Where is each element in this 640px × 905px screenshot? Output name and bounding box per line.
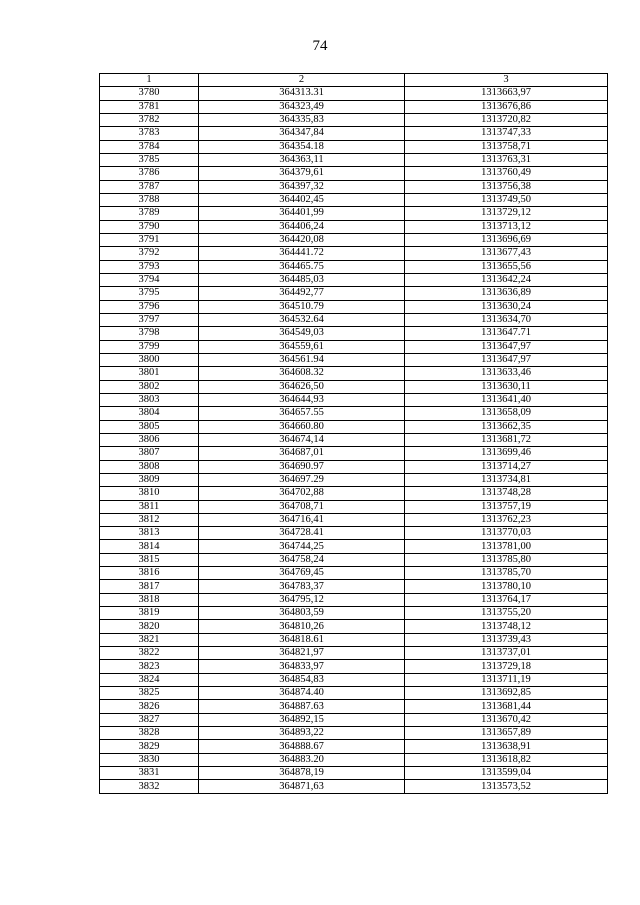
table-row [100, 260, 608, 273]
point-number-cell: 3804 [100, 407, 199, 420]
table-row [100, 633, 608, 646]
y-coordinate-cell: 1313713,12 [405, 220, 608, 233]
table-row [100, 313, 608, 326]
point-number-cell: 3785 [100, 153, 199, 166]
y-coordinate-cell: 1313748,12 [405, 620, 608, 633]
table-row [100, 273, 608, 286]
point-number-cell: 3824 [100, 673, 199, 686]
point-number-cell: 3790 [100, 220, 199, 233]
table-row [100, 100, 608, 113]
y-coordinate-cell: 1313714,27 [405, 460, 608, 473]
y-coordinate-cell: 1313762,23 [405, 513, 608, 526]
x-coordinate-cell: 364871,63 [199, 780, 405, 793]
y-coordinate-cell: 1313681,44 [405, 700, 608, 713]
x-coordinate-cell: 364803,59 [199, 607, 405, 620]
x-coordinate-cell: 364783,37 [199, 580, 405, 593]
y-coordinate-cell: 1313573,52 [405, 780, 608, 793]
x-coordinate-cell: 364818.61 [199, 633, 405, 646]
y-coordinate-cell: 1313633,46 [405, 367, 608, 380]
point-number-cell: 3825 [100, 687, 199, 700]
point-number-cell: 3823 [100, 660, 199, 673]
y-coordinate-cell: 1313720,82 [405, 113, 608, 126]
y-coordinate-cell: 1313758,71 [405, 140, 608, 153]
table-row [100, 647, 608, 660]
table-row [100, 207, 608, 220]
point-number-cell: 3809 [100, 473, 199, 486]
x-coordinate-cell: 364810,26 [199, 620, 405, 633]
table-row [100, 167, 608, 180]
x-coordinate-cell: 364660.80 [199, 420, 405, 433]
y-coordinate-cell: 1313729,18 [405, 660, 608, 673]
point-number-cell: 3814 [100, 540, 199, 553]
x-coordinate-cell: 364510.79 [199, 300, 405, 313]
column-header-3: 3 [405, 74, 608, 87]
table-row [100, 367, 608, 380]
y-coordinate-cell: 1313756,38 [405, 180, 608, 193]
x-coordinate-cell: 364854,83 [199, 673, 405, 686]
x-coordinate-cell: 364821,97 [199, 647, 405, 660]
x-coordinate-cell: 364687,01 [199, 447, 405, 460]
table-row [100, 447, 608, 460]
x-coordinate-cell: 364883.20 [199, 753, 405, 766]
table-row [100, 513, 608, 526]
point-number-cell: 3796 [100, 300, 199, 313]
point-number-cell: 3781 [100, 100, 199, 113]
x-coordinate-cell: 364406,24 [199, 220, 405, 233]
y-coordinate-cell: 1313636,89 [405, 287, 608, 300]
table-row [100, 540, 608, 553]
y-coordinate-cell: 1313763,31 [405, 153, 608, 166]
x-coordinate-cell: 364690.97 [199, 460, 405, 473]
point-number-cell: 3805 [100, 420, 199, 433]
x-coordinate-cell: 364878,19 [199, 767, 405, 780]
point-number-cell: 3829 [100, 740, 199, 753]
table-row [100, 153, 608, 166]
table-row [100, 180, 608, 193]
table-row [100, 713, 608, 726]
x-coordinate-cell: 364728.41 [199, 527, 405, 540]
y-coordinate-cell: 1313785,80 [405, 553, 608, 566]
x-coordinate-cell: 364744,25 [199, 540, 405, 553]
x-coordinate-cell: 364874.40 [199, 687, 405, 700]
y-coordinate-cell: 1313647.71 [405, 327, 608, 340]
table-row [100, 780, 608, 793]
point-number-cell: 3803 [100, 393, 199, 406]
table-row [100, 580, 608, 593]
y-coordinate-cell: 1313729,12 [405, 207, 608, 220]
y-coordinate-cell: 1313642,24 [405, 273, 608, 286]
y-coordinate-cell: 1313739,43 [405, 633, 608, 646]
table-row [100, 247, 608, 260]
point-number-cell: 3827 [100, 713, 199, 726]
y-coordinate-cell: 1313638,91 [405, 740, 608, 753]
y-coordinate-cell: 1313641,40 [405, 393, 608, 406]
y-coordinate-cell: 1313699,46 [405, 447, 608, 460]
table-row [100, 127, 608, 140]
table-row [100, 700, 608, 713]
table-row [100, 353, 608, 366]
coordinates-table [99, 73, 608, 794]
y-coordinate-cell: 1313630,24 [405, 300, 608, 313]
table-row [100, 407, 608, 420]
point-number-cell: 3791 [100, 233, 199, 246]
y-coordinate-cell: 1313737,01 [405, 647, 608, 660]
y-coordinate-cell: 1313647,97 [405, 353, 608, 366]
table-row [100, 593, 608, 606]
x-coordinate-cell: 364716,41 [199, 513, 405, 526]
table-row [100, 567, 608, 580]
point-number-cell: 3812 [100, 513, 199, 526]
y-coordinate-cell: 1313696,69 [405, 233, 608, 246]
table-row [100, 553, 608, 566]
x-coordinate-cell: 364379,61 [199, 167, 405, 180]
y-coordinate-cell: 1313781,00 [405, 540, 608, 553]
y-coordinate-cell: 1313658,09 [405, 407, 608, 420]
point-number-cell: 3793 [100, 260, 199, 273]
y-coordinate-cell: 1313599,04 [405, 767, 608, 780]
table-row [100, 140, 608, 153]
table-row [100, 193, 608, 206]
x-coordinate-cell: 364644,93 [199, 393, 405, 406]
point-number-cell: 3817 [100, 580, 199, 593]
point-number-cell: 3815 [100, 553, 199, 566]
point-number-cell: 3821 [100, 633, 199, 646]
point-number-cell: 3795 [100, 287, 199, 300]
x-coordinate-cell: 364313.31 [199, 87, 405, 100]
x-coordinate-cell: 364485,03 [199, 273, 405, 286]
table-row [100, 487, 608, 500]
point-number-cell: 3806 [100, 433, 199, 446]
x-coordinate-cell: 364833,97 [199, 660, 405, 673]
table-row [100, 727, 608, 740]
point-number-cell: 3820 [100, 620, 199, 633]
x-coordinate-cell: 364887.63 [199, 700, 405, 713]
table-row [100, 620, 608, 633]
page-number: 74 [312, 38, 328, 54]
point-number-cell: 3798 [100, 327, 199, 340]
point-number-cell: 3830 [100, 753, 199, 766]
table-header-row [100, 74, 608, 87]
y-coordinate-cell: 1313749,50 [405, 193, 608, 206]
y-coordinate-cell: 1313676,86 [405, 100, 608, 113]
x-coordinate-cell: 364608.32 [199, 367, 405, 380]
x-coordinate-cell: 364674,14 [199, 433, 405, 446]
x-coordinate-cell: 364347,84 [199, 127, 405, 140]
table-row [100, 287, 608, 300]
y-coordinate-cell: 1313711,19 [405, 673, 608, 686]
column-header-1: 1 [100, 74, 199, 87]
y-coordinate-cell: 1313770,03 [405, 527, 608, 540]
y-coordinate-cell: 1313764,17 [405, 593, 608, 606]
point-number-cell: 3802 [100, 380, 199, 393]
y-coordinate-cell: 1313757,19 [405, 500, 608, 513]
point-number-cell: 3813 [100, 527, 199, 540]
x-coordinate-cell: 364354.18 [199, 140, 405, 153]
x-coordinate-cell: 364561.94 [199, 353, 405, 366]
point-number-cell: 3811 [100, 500, 199, 513]
point-number-cell: 3819 [100, 607, 199, 620]
table-row [100, 327, 608, 340]
table-row [100, 500, 608, 513]
y-coordinate-cell: 1313634,70 [405, 313, 608, 326]
point-number-cell: 3818 [100, 593, 199, 606]
x-coordinate-cell: 364795,12 [199, 593, 405, 606]
x-coordinate-cell: 364559,61 [199, 340, 405, 353]
y-coordinate-cell: 1313760,49 [405, 167, 608, 180]
table-row [100, 767, 608, 780]
y-coordinate-cell: 1313734,81 [405, 473, 608, 486]
x-coordinate-cell: 364549,03 [199, 327, 405, 340]
table-row [100, 527, 608, 540]
point-number-cell: 3832 [100, 780, 199, 793]
point-number-cell: 3782 [100, 113, 199, 126]
y-coordinate-cell: 1313618,82 [405, 753, 608, 766]
x-coordinate-cell: 364465.75 [199, 260, 405, 273]
point-number-cell: 3807 [100, 447, 199, 460]
x-coordinate-cell: 364401,99 [199, 207, 405, 220]
table-row [100, 687, 608, 700]
table-row [100, 380, 608, 393]
y-coordinate-cell: 1313657,89 [405, 727, 608, 740]
x-coordinate-cell: 364708,71 [199, 500, 405, 513]
x-coordinate-cell: 364888.67 [199, 740, 405, 753]
point-number-cell: 3801 [100, 367, 199, 380]
point-number-cell: 3822 [100, 647, 199, 660]
table-row [100, 753, 608, 766]
table-row [100, 393, 608, 406]
table-row [100, 740, 608, 753]
point-number-cell: 3800 [100, 353, 199, 366]
table-row [100, 220, 608, 233]
point-number-cell: 3794 [100, 273, 199, 286]
point-number-cell: 3826 [100, 700, 199, 713]
x-coordinate-cell: 364420,08 [199, 233, 405, 246]
point-number-cell: 3810 [100, 487, 199, 500]
table-row [100, 420, 608, 433]
point-number-cell: 3808 [100, 460, 199, 473]
x-coordinate-cell: 364402,45 [199, 193, 405, 206]
y-coordinate-cell: 1313755,20 [405, 607, 608, 620]
y-coordinate-cell: 1313677,43 [405, 247, 608, 260]
y-coordinate-cell: 1313670,42 [405, 713, 608, 726]
table-row [100, 473, 608, 486]
y-coordinate-cell: 1313662,35 [405, 420, 608, 433]
point-number-cell: 3788 [100, 193, 199, 206]
point-number-cell: 3792 [100, 247, 199, 260]
point-number-cell: 3786 [100, 167, 199, 180]
x-coordinate-cell: 364697.29 [199, 473, 405, 486]
x-coordinate-cell: 364335,83 [199, 113, 405, 126]
table-row [100, 300, 608, 313]
y-coordinate-cell: 1313681,72 [405, 433, 608, 446]
x-coordinate-cell: 364441.72 [199, 247, 405, 260]
y-coordinate-cell: 1313663,97 [405, 87, 608, 100]
y-coordinate-cell: 1313748,28 [405, 487, 608, 500]
column-header-2: 2 [199, 74, 405, 87]
table-row [100, 87, 608, 100]
table-row [100, 660, 608, 673]
point-number-cell: 3780 [100, 87, 199, 100]
point-number-cell: 3799 [100, 340, 199, 353]
x-coordinate-cell: 364397,32 [199, 180, 405, 193]
point-number-cell: 3787 [100, 180, 199, 193]
y-coordinate-cell: 1313785,70 [405, 567, 608, 580]
x-coordinate-cell: 364626,50 [199, 380, 405, 393]
table-body [100, 87, 608, 793]
table-row [100, 607, 608, 620]
y-coordinate-cell: 1313655,56 [405, 260, 608, 273]
x-coordinate-cell: 364657.55 [199, 407, 405, 420]
x-coordinate-cell: 364769,45 [199, 567, 405, 580]
x-coordinate-cell: 364492,77 [199, 287, 405, 300]
point-number-cell: 3789 [100, 207, 199, 220]
x-coordinate-cell: 364323,49 [199, 100, 405, 113]
y-coordinate-cell: 1313692,85 [405, 687, 608, 700]
y-coordinate-cell: 1313747,33 [405, 127, 608, 140]
table-row [100, 433, 608, 446]
point-number-cell: 3831 [100, 767, 199, 780]
y-coordinate-cell: 1313630,11 [405, 380, 608, 393]
table-row [100, 673, 608, 686]
point-number-cell: 3816 [100, 567, 199, 580]
x-coordinate-cell: 364892,15 [199, 713, 405, 726]
x-coordinate-cell: 364363,11 [199, 153, 405, 166]
table-row [100, 233, 608, 246]
point-number-cell: 3797 [100, 313, 199, 326]
y-coordinate-cell: 1313647,97 [405, 340, 608, 353]
table-row [100, 340, 608, 353]
point-number-cell: 3783 [100, 127, 199, 140]
point-number-cell: 3828 [100, 727, 199, 740]
y-coordinate-cell: 1313780,10 [405, 580, 608, 593]
x-coordinate-cell: 364893,22 [199, 727, 405, 740]
table-row [100, 460, 608, 473]
x-coordinate-cell: 364758,24 [199, 553, 405, 566]
x-coordinate-cell: 364532.64 [199, 313, 405, 326]
x-coordinate-cell: 364702,88 [199, 487, 405, 500]
table-row [100, 113, 608, 126]
point-number-cell: 3784 [100, 140, 199, 153]
